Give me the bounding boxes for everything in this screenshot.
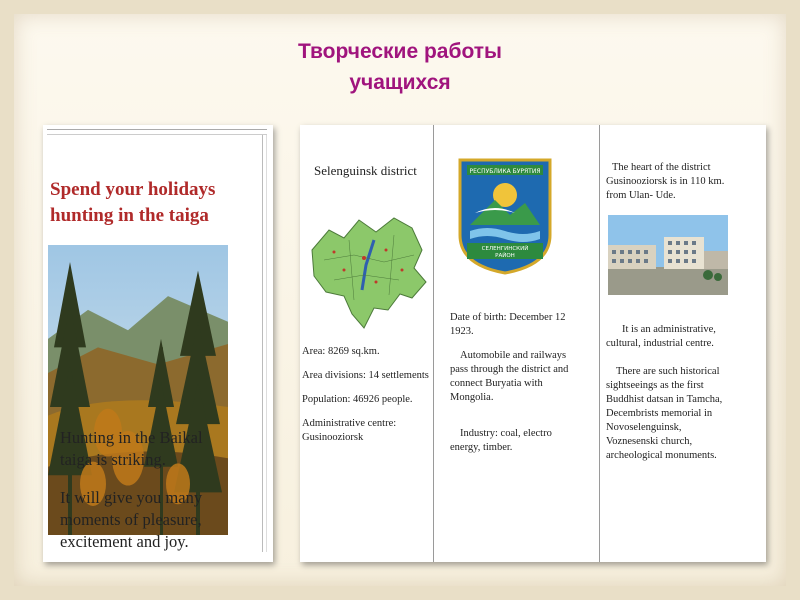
industry-line-1: Industry: coal, electro [460, 428, 552, 439]
emblem-bottom-text-2: РАЙОН [495, 253, 515, 259]
slide-title [0, 36, 800, 98]
transport-line-3: connect Buryatia with [450, 378, 543, 389]
hunting-text [60, 427, 265, 471]
pleasure-text [60, 487, 265, 553]
brochure-heading-line-1: Spend your holidays [50, 179, 216, 200]
hunting-text-line-1: Hunting in the Baikal [60, 428, 203, 447]
historical-line-3: Buddhist datsan in Tamcha, [606, 394, 723, 405]
historical-line-5: Novoselenguinsk, [606, 422, 682, 433]
birth-date-line-1: Date of birth: December 12 [450, 312, 566, 323]
emblem-top-text: РЕСПУБЛИКА БУРЯТИЯ [469, 168, 541, 175]
area-text: Area: 8269 sq.km. [302, 346, 380, 357]
admin-town-line-1: It is an administrative, [622, 324, 716, 335]
town-photo [608, 215, 728, 295]
admin-centre-text [302, 417, 396, 445]
historical-line-1: There are such historical [616, 366, 720, 377]
pleasure-text-line-3: excitement and joy. [60, 532, 189, 551]
brochure-heading-line-2: hunting in the taiga [50, 205, 209, 226]
slide-title-line-1: Творческие работы [297, 40, 502, 63]
hunting-text-line-2: taiga is striking. [60, 450, 166, 469]
district-title: Selenguinsk district [314, 163, 417, 178]
birth-date-text [450, 311, 565, 339]
heart-text [606, 161, 725, 203]
heart-line-1: The heart of the district [612, 162, 711, 173]
industry-text [450, 427, 552, 455]
historical-text [606, 365, 723, 463]
brochure-heading [50, 177, 265, 229]
transport-line-2: pass through the district and [450, 364, 569, 375]
pleasure-text-line-1: It will give you many [60, 488, 203, 507]
historical-line-7: archeological monuments. [606, 450, 717, 461]
historical-line-2: sightseeings as the first [606, 380, 704, 391]
fold-line [433, 125, 434, 562]
historical-line-6: Voznesenski church, [606, 436, 693, 447]
heart-line-2: Gusinooziorsk is in 110 km. [606, 176, 725, 187]
divisions-text: Area divisions: 14 settlements [302, 370, 429, 381]
fold-line [599, 125, 600, 562]
pleasure-text-line-2: moments of pleasure, [60, 510, 202, 529]
emblem-bottom-text-1: СЕЛЕНГИНСКИЙ [481, 246, 529, 252]
heart-line-3: from Ulan- Ude. [606, 190, 676, 201]
birth-date-line-2: 1923. [450, 326, 474, 337]
transport-line-1: Automobile and railways [460, 350, 567, 361]
admin-centre-line-1: Administrative centre: [302, 418, 397, 429]
population-text: Population: 46926 people. [302, 394, 413, 405]
admin-centre-line-2: Gusinooziorsk [302, 432, 364, 443]
industry-line-2: energy, timber. [450, 442, 513, 453]
district-map [304, 210, 431, 335]
page-edge [47, 129, 267, 135]
transport-text [450, 349, 569, 405]
slide-title-line-2: учащихся [349, 71, 451, 94]
admin-centre-town-text [606, 323, 716, 351]
district-brochure [300, 125, 766, 562]
hunting-brochure [43, 125, 273, 562]
admin-town-line-2: cultural, industrial centre. [606, 338, 714, 349]
coat-of-arms-emblem [455, 155, 555, 275]
historical-line-4: Decembrists memorial in [606, 408, 713, 419]
transport-line-4: Mongolia. [450, 392, 494, 403]
